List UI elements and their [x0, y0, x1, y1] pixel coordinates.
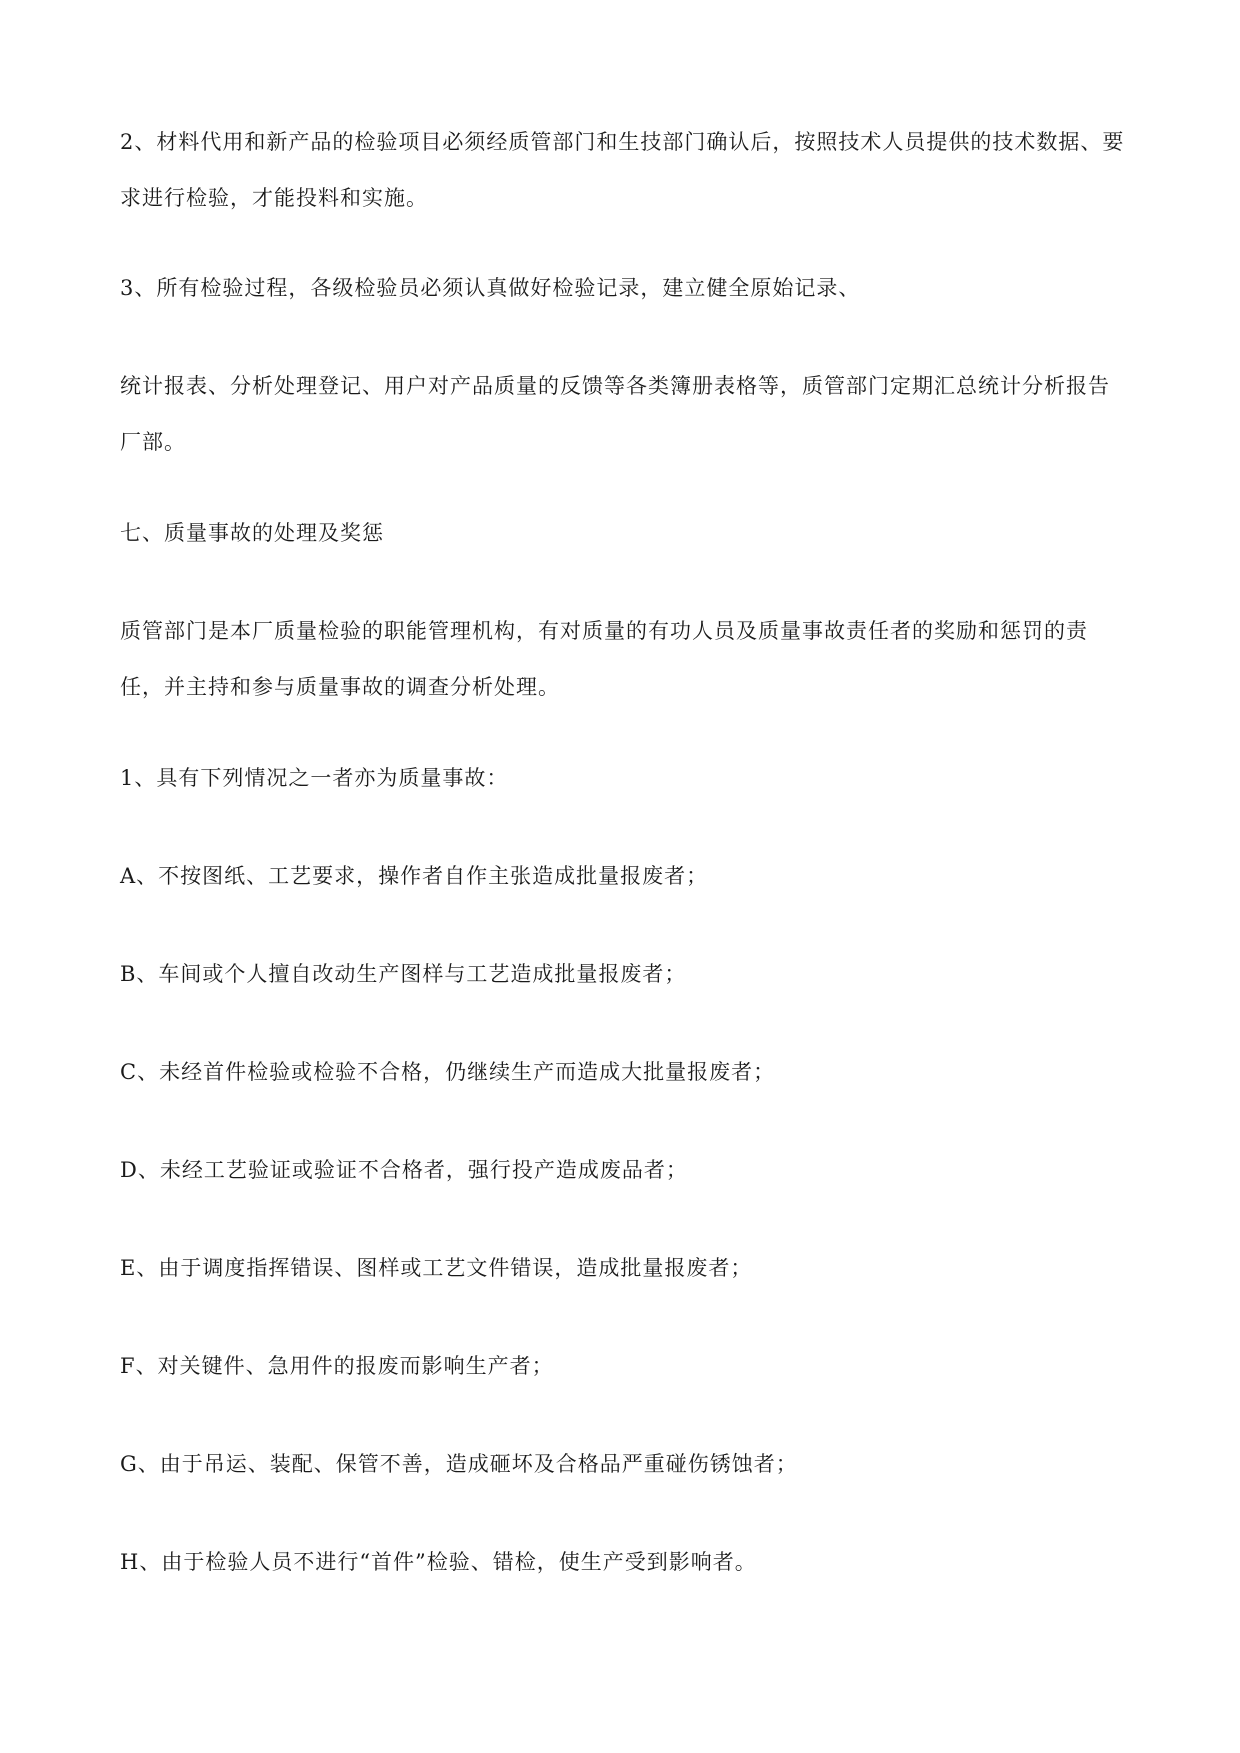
list-item-g: G、由于吊运、装配、保管不善，造成砸坏及合格品严重碰伤锈蚀者； [120, 1452, 798, 1476]
paragraph-quality-department: 质管部门是本厂质量检验的职能管理机构，有对质量的有功人员及质量事故责任者的奖励和惩罚的责任，并主持和参与质量事故的调查分析处理。 [120, 619, 1088, 699]
list-item-c: C、未经首件检验或检验不合格，仍继续生产而造成大批量报废者； [120, 1060, 776, 1084]
list-item-e: E、由于调度指挥错误、图样或工艺文件错误，造成批量报废者； [120, 1256, 753, 1280]
list-item-f: F、对关键件、急用件的报废而影响生产者； [120, 1354, 554, 1378]
list-item-d: D、未经工艺验证或验证不合格者，强行投产造成废品者； [120, 1158, 688, 1182]
list-item-b: B、车间或个人擅自改动生产图样与工艺造成批量报废者； [120, 962, 687, 986]
paragraph-statistics-reports: 统计报表、分析处理登记、用户对产品质量的反馈等各类簿册表格等，质管部门定期汇总统计分析报告厂部。 [120, 374, 1110, 454]
paragraph-inspection-records: 3、所有检验过程，各级检验员必须认真做好检验记录，建立健全原始记录、 [120, 276, 861, 300]
section-heading-quality-accidents: 七、质量事故的处理及奖惩 [120, 521, 384, 545]
paragraph-accident-conditions: 1、具有下列情况之一者亦为质量事故： [120, 766, 509, 790]
paragraph-material-substitution: 2、材料代用和新产品的检验项目必须经质管部门和生技部门确认后，按照技术人员提供的技术数据、要求进行检验，才能投料和实施。 [120, 130, 1125, 210]
list-item-h: H、由于检验人员不进行“首件”检验、错检，使生产受到影响者。 [120, 1550, 757, 1574]
list-item-a: A、不按图纸、工艺要求，操作者自作主张造成批量报废者； [120, 864, 709, 888]
